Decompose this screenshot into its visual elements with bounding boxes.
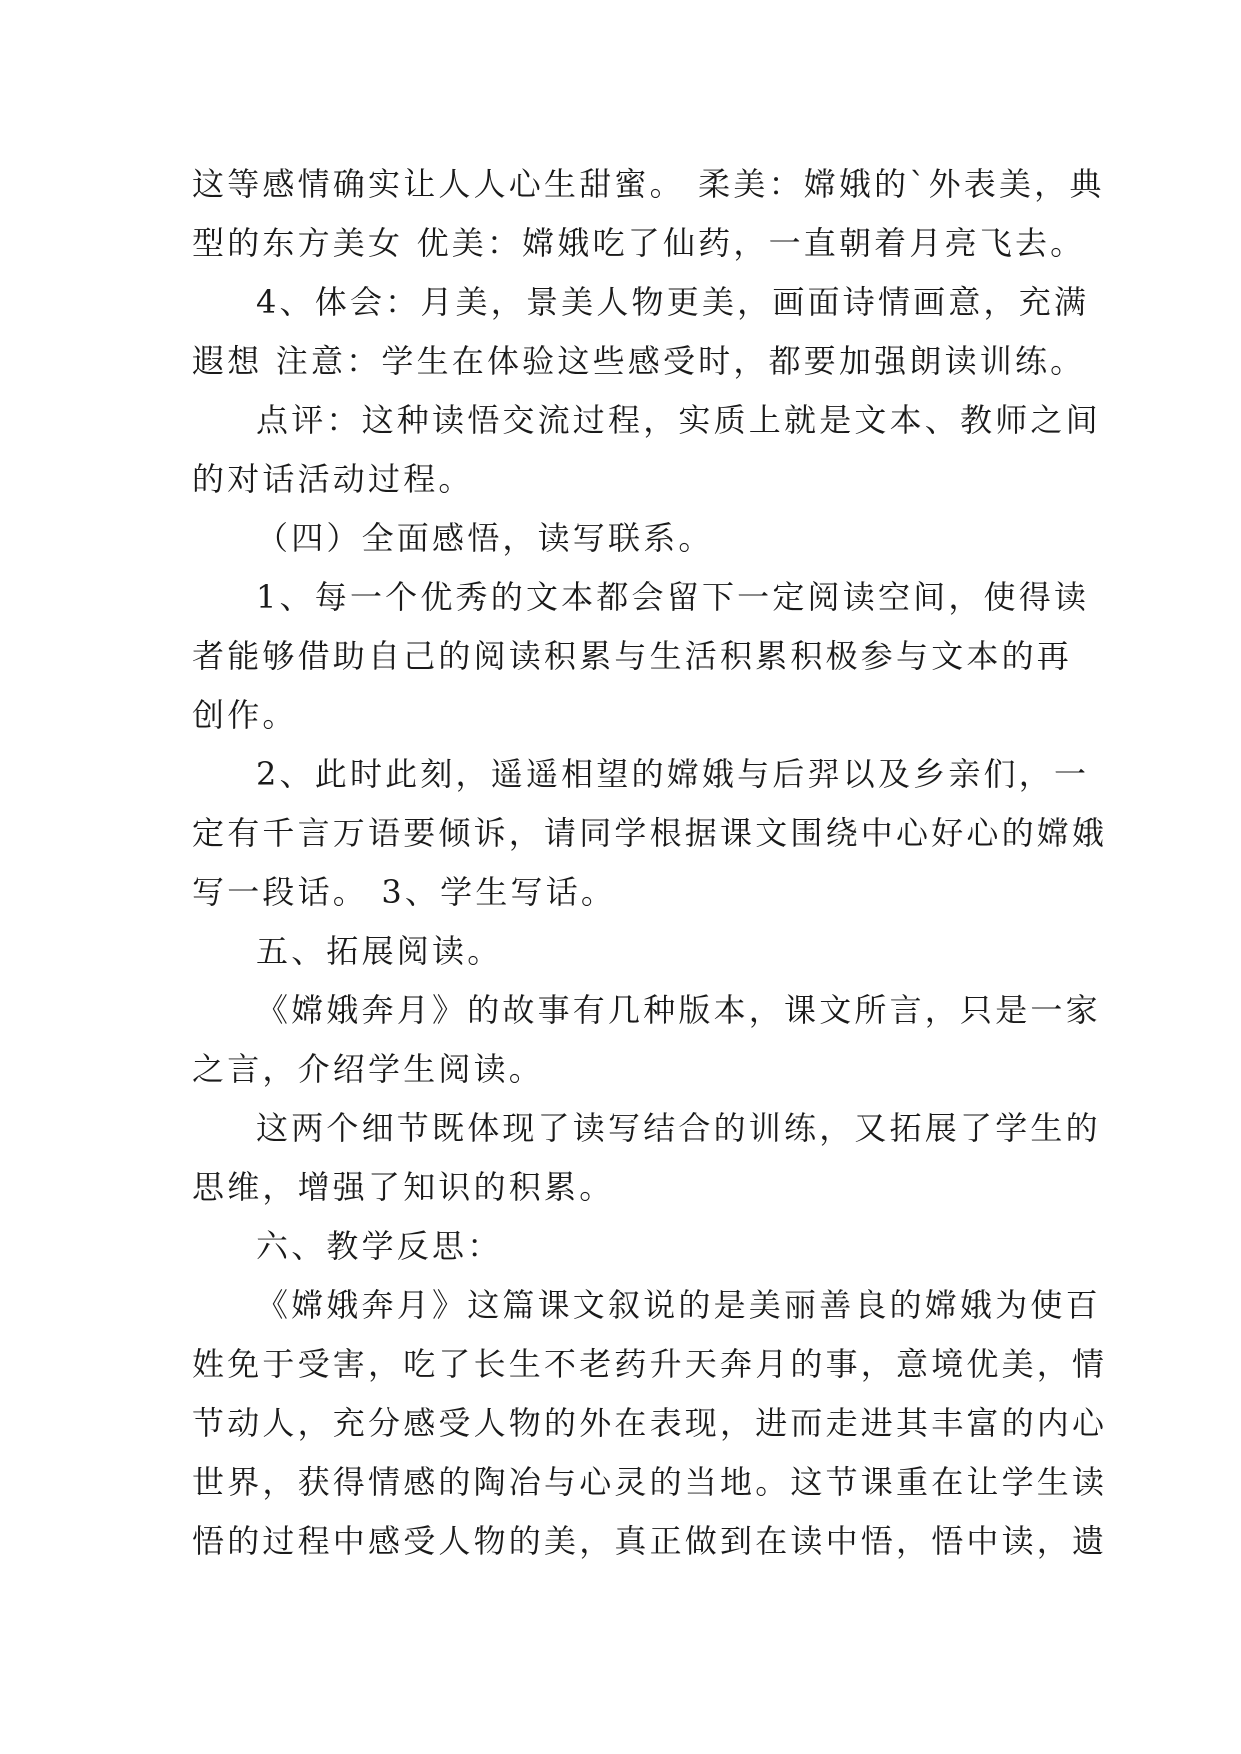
text-line: 世界，获得情感的陶冶与心灵的当地。这节课重在让学生读 <box>192 1463 1108 1501</box>
paragraph <box>192 1276 1108 1571</box>
text-line: 型的东方美女 优美：嫦娥吃了仙药，一直朝着月亮飞去。 <box>192 224 1086 262</box>
text-line: 六、教学反思： <box>256 1227 503 1265</box>
text-line: 节动人，充分感受人物的外在表现，进而走进其丰富的内心 <box>192 1404 1108 1442</box>
paragraph <box>192 509 1054 568</box>
paragraph <box>192 922 1054 981</box>
text-line: 定有千言万语要倾诉，请同学根据课文围绕中心好心的嫦娥 <box>192 814 1108 852</box>
paragraph <box>192 1099 1101 1217</box>
text-line: 这等感情确实让人人心生甜蜜。 柔美：嫦娥的`外表美，典 <box>192 165 1105 203</box>
text-line: 悟的过程中感受人物的美，真正做到在读中悟，悟中读，遗 <box>192 1522 1108 1560</box>
text-line: 遐想 注意：学生在体验这些感受时，都要加强朗读训练。 <box>192 342 1086 380</box>
text-line: 五、拓展阅读。 <box>256 932 503 970</box>
document-body <box>192 155 1108 1571</box>
text-line: 2、此时此刻，遥遥相望的嫦娥与后羿以及乡亲们，一 <box>256 755 1090 793</box>
paragraph <box>192 568 1090 745</box>
text-line: 姓免于受害，吃了长生不老药升天奔月的事，意境优美，情 <box>192 1345 1108 1383</box>
text-line: 1、每一个优秀的文本都会留下一定阅读空间，使得读 <box>256 578 1090 616</box>
text-line: 写一段话。 3、学生写话。 <box>192 873 617 911</box>
text-line: 《嫦娥奔月》这篇课文叙说的是美丽善良的嫦娥为使百 <box>256 1286 1101 1324</box>
text-line: 之言，介绍学生阅读。 <box>192 1050 545 1088</box>
text-line: 者能够借助自己的阅读积累与生活积累积极参与文本的再 <box>192 637 1073 675</box>
paragraph <box>192 391 1101 509</box>
text-line: 这两个细节既体现了读写结合的训练，又拓展了学生的 <box>256 1109 1101 1147</box>
document-page <box>192 155 1108 1571</box>
paragraph <box>192 745 1108 922</box>
paragraph <box>192 1217 1054 1276</box>
text-line: （四）全面感悟，读写联系。 <box>256 519 714 557</box>
paragraph <box>192 981 1101 1099</box>
text-line: 《嫦娥奔月》的故事有几种版本，课文所言，只是一家 <box>256 991 1101 1029</box>
text-line: 创作。 <box>192 696 298 734</box>
paragraph <box>192 273 1090 391</box>
text-line: 的对话活动过程。 <box>192 460 474 498</box>
text-line: 思维，增强了知识的积累。 <box>192 1168 615 1206</box>
text-line: 4、体会：月美，景美人物更美，画面诗情画意，充满 <box>256 283 1090 321</box>
paragraph <box>192 155 1105 273</box>
text-line: 点评：这种读悟交流过程，实质上就是文本、教师之间 <box>256 401 1101 439</box>
